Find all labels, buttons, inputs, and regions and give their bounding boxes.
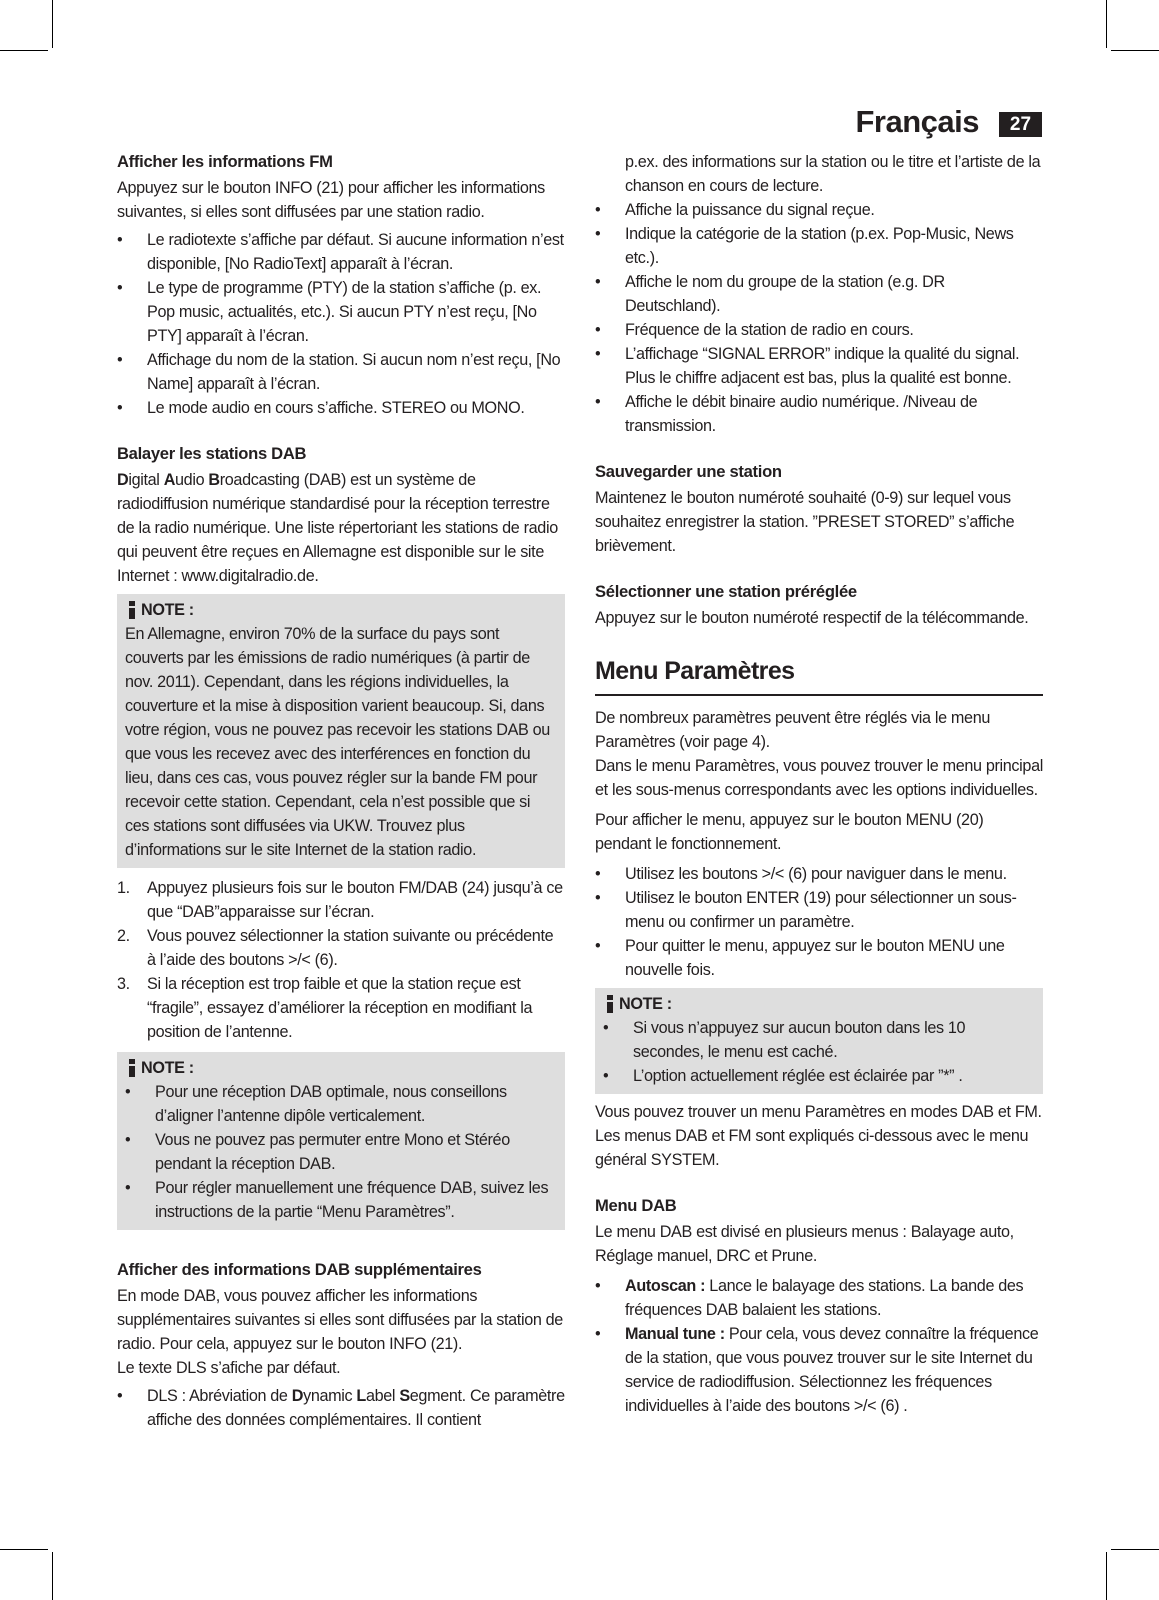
list-item: • Affiche le débit binaire audio numérique. /Niveau de transmission. — [595, 393, 978, 435]
list-item: • DLS : Abréviation de Dynamic Label Segment. Ce paramètre affiche des données complémentaires. Il contient — [117, 1387, 565, 1429]
list-item: 1. Appuyez plusieurs fois sur le bouton FM/DAB (24) jusqu’à ce que “DAB”apparaisse sur l’écran. — [117, 879, 563, 921]
page-number: 27 — [999, 112, 1042, 137]
list-item: • Pour régler manuellement une fréquence DAB, suivez les instructions de la partie “Menu Paramètres”. — [125, 1179, 549, 1221]
paragraph: En mode DAB, vous pouvez afficher les informations supplémentaires suivantes si elles sont diffusées par la station de radio. Pour cela, appuyez sur le bouton INFO (21). — [117, 1287, 563, 1353]
list-item: 2. Vous pouvez sélectionner la station suivante ou précédente à l’aide des boutons >/< (6). — [117, 927, 554, 969]
paragraph: Maintenez le bouton numéroté souhaité (0-9) sur lequel vous souhaitez enregistrer la station. ”PRESET STORED” s’affiche brièvement. — [595, 489, 1015, 555]
page-section-title: Menu Paramètres — [595, 656, 1043, 696]
list-item: • Pour une réception DAB optimale, nous conseillons d’aligner l’antenne dipôle verticalement. — [125, 1083, 507, 1125]
note-text: En Allemagne, environ 70% de la surface du pays sont couverts par les émissions de radio numériques (à partir de nov. 2011). Cependant, dans les régions individuelles, la couverture et la mise à disposition varient beaucoup. Si, dans votre région, vous ne pouvez pas recevoir les stations DAB ou que vous les recevez avec des interférences en fonction du lieu, dans ces cas, vous pouvez régler sur la bande FM pour recevoir cette station. Cependant, cela n’est possible que si ces stations sont diffusées via UKW. Trouvez plus d’informations sur le site Internet de la station radio. — [125, 625, 550, 859]
list-item: • L’affichage “SIGNAL ERROR” indique la qualité du signal. Plus le chiffre adjacent est bas, plus la qualité est bonne. — [595, 345, 1020, 387]
crop-mark — [52, 1552, 53, 1600]
bullet-list — [595, 198, 1043, 438]
list-item: • Si vous n’appuyez sur aucun bouton dans les 10 secondes, le menu est caché. — [603, 1019, 966, 1061]
note-box — [595, 988, 1043, 1094]
section-heading: Afficher les informations FM — [117, 152, 333, 171]
list-item: • Vous ne pouvez pas permuter entre Mono et Stéréo pendant la réception DAB. — [125, 1131, 510, 1173]
list-item: • Le type de programme (PTY) de la station s’affiche (p. ex. Pop music, actualités, etc.). Si aucun PTY n’est reçu, [No PTY] apparaît à l’écran. — [117, 279, 542, 345]
bullet-list — [595, 1274, 1043, 1418]
list-item: • L’option actuellement réglée est éclairée par ”*” . — [603, 1067, 963, 1085]
crop-mark — [0, 50, 48, 51]
note-title: NOTE : — [125, 1056, 557, 1080]
paragraph: Appuyez sur le bouton numéroté respectif de la télécommande. — [595, 609, 1029, 627]
section-heading: Afficher des informations DAB supplémentaires — [117, 1260, 482, 1279]
list-item: • Le mode audio en cours s’affiche. STEREO ou MONO. — [117, 399, 525, 417]
section-heading: Sélectionner une station préréglée — [595, 582, 857, 601]
section-heading: Sauvegarder une station — [595, 462, 782, 481]
note-bullet-list — [125, 1080, 557, 1224]
paragraph: Vous pouvez trouver un menu Paramètres en modes DAB et FM. Les menus DAB et FM sont expliqués ci-dessous avec le menu général SYSTEM. — [595, 1103, 1042, 1169]
note-box — [117, 594, 565, 868]
paragraph: Appuyez sur le bouton INFO (21) pour afficher les informations suivantes, si elles sont diffusées par une station radio. — [117, 179, 545, 221]
list-item: • Utilisez les boutons >/< (6) pour naviguer dans le menu. — [595, 865, 1007, 883]
crop-mark — [1106, 1552, 1107, 1600]
right-column — [595, 150, 1043, 1418]
bullet-list — [595, 862, 1043, 982]
left-column — [117, 150, 565, 1432]
info-icon — [603, 994, 617, 1014]
info-icon — [125, 600, 139, 620]
list-item: • Affiche le nom du groupe de la station (e.g. DR Deutschland). — [595, 273, 945, 315]
list-item: • Manual tune : Pour cela, vous devez connaître la fréquence de la station, que vous pouvez trouver sur le site Internet du service de radiodiffusion. Sélectionnez les fréquences individuelles à l’aide des boutons >/< (6) . — [595, 1325, 1039, 1415]
page-language-header: Français — [855, 104, 979, 139]
list-item: • Indique la catégorie de la station (p.ex. Pop-Music, News etc.). — [595, 225, 1014, 267]
note-box — [117, 1052, 565, 1230]
crop-mark — [1111, 50, 1159, 51]
paragraph: Le texte DLS s’afiche par défaut. — [117, 1359, 341, 1377]
paragraph: p.ex. des informations sur la station ou le titre et l’artiste de la chanson en cours de lecture. — [625, 153, 1041, 195]
info-icon — [125, 1058, 139, 1078]
note-title: NOTE : — [125, 598, 557, 622]
list-item: • Affichage du nom de la station. Si aucun nom n’est reçu, [No Name] apparaît à l’écran. — [117, 351, 561, 393]
note-title: NOTE : — [603, 992, 1035, 1016]
note-bullet-list — [603, 1016, 1035, 1088]
list-item: • Autoscan : Lance le balayage des stations. La bande des fréquences DAB balaient les stations. — [595, 1277, 1024, 1319]
section-heading: Menu DAB — [595, 1196, 677, 1215]
paragraph: De nombreux paramètres peuvent être réglés via le menu Paramètres (voir page 4). — [595, 709, 990, 751]
crop-mark — [52, 0, 53, 48]
paragraph: Le menu DAB est divisé en plusieurs menus : Balayage auto, Réglage manuel, DRC et Prune. — [595, 1223, 1014, 1265]
crop-mark — [1106, 0, 1107, 48]
list-item: • Le radiotexte s’affiche par défaut. Si aucune information n’est disponible, [No RadioText] apparaît à l’écran. — [117, 231, 564, 273]
list-item: • Fréquence de la station de radio en cours. — [595, 321, 914, 339]
crop-mark — [0, 1549, 48, 1550]
list-item: • Affiche la puissance du signal reçue. — [595, 201, 875, 219]
crop-mark — [1111, 1549, 1159, 1550]
list-item: • Pour quitter le menu, appuyez sur le bouton MENU une nouvelle fois. — [595, 937, 1005, 979]
bullet-list — [117, 228, 565, 420]
list-item: • Utilisez le bouton ENTER (19) pour sélectionner un sous-menu ou confirmer un paramètre. — [595, 889, 1017, 931]
section-heading: Balayer les stations DAB — [117, 444, 307, 463]
paragraph: Digital Audio Broadcasting (DAB) est un système de radiodiffusion numérique standardisé pour la réception terrestre de la radio numérique. Une liste répertoriant les stations de radio qui peuvent être reçues en Allemagne est disponible sur le site Internet : www.digitalradio.de. — [117, 471, 558, 585]
list-item: 3. Si la réception est trop faible et que la station reçue est “fragile”, essayez d’améliorer la réception en modifiant la position de l’antenne. — [117, 975, 533, 1041]
paragraph: Dans le menu Paramètres, vous pouvez trouver le menu principal et les sous-menus correspondants avec les options individuelles. — [595, 757, 1043, 799]
numbered-list — [117, 876, 565, 1044]
paragraph: Pour afficher le menu, appuyez sur le bouton MENU (20) pendant le fonctionnement. — [595, 811, 984, 853]
bullet-list — [117, 1384, 565, 1432]
